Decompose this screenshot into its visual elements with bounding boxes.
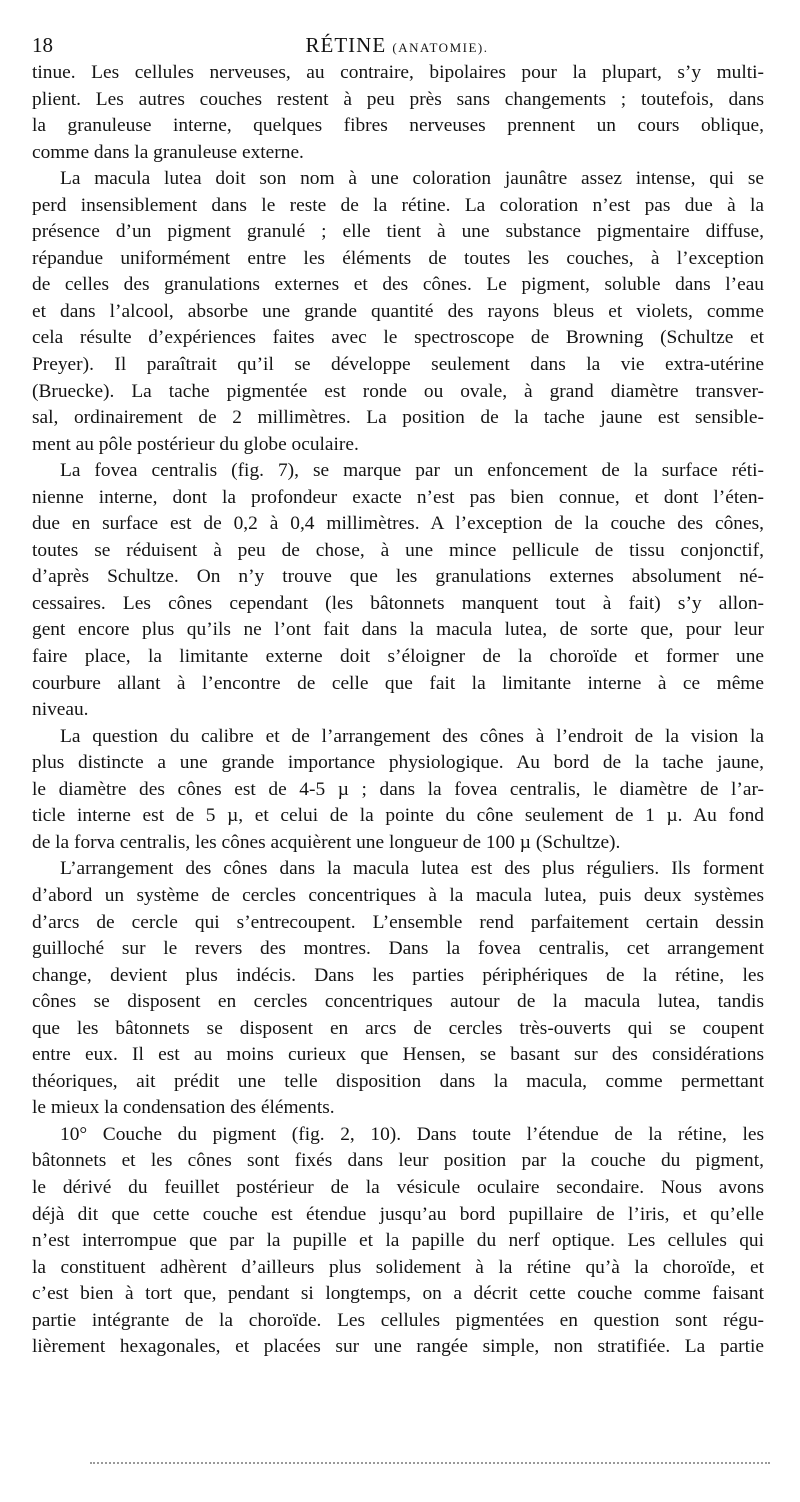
text-line: cela résulte d’expériences faites avec le spectroscope de Browning (Schultze et (32, 327, 764, 349)
running-title (32, 30, 762, 63)
text-line: Preyer). Il paraîtrait qu’il se développe seulement dans la vie extra-utérine (32, 354, 764, 376)
text-line: (Bruecke). La tache pigmentée est ronde ou ovale, à grand diamètre transver- (32, 380, 764, 402)
text-line: gent encore plus qu’ils ne l’ont fait dans la macula lutea, de sorte que, pour leur (32, 619, 764, 641)
text-line: et dans l’alcool, absorbe une grande quantité des rayons bleus et violets, comme (32, 300, 764, 322)
text-line: d’abord un système de cercles concentriques à la macula lutea, puis deux systèmes (32, 884, 764, 906)
text-line: c’est bien à tort que, pendant si longtemps, on a décrit cette couche comme faisant (32, 1283, 764, 1305)
text-line: ticle interne est de 5 µ, et celui de la pointe du cône seulement de 1 µ. Au fond (32, 805, 764, 827)
text-line: déjà dit que cette couche est étendue jusqu’au bord pupillaire de l’iris, et qu’elle (32, 1203, 764, 1225)
text-line: la constituent adhèrent d’ailleurs plus solidement à la rétine qu’à la choroïde, et (32, 1256, 764, 1278)
text-line: cessaires. Les cônes cependant (les bâtonnets manquent tout à fait) s’y allon- (32, 592, 764, 614)
text-line: sal, ordinairement de 2 millimètres. La position de la tache jaune est sensible- (32, 407, 764, 429)
page-header (32, 30, 762, 60)
text-line: le mieux la condensation des éléments. (32, 1097, 335, 1119)
text-line: change, devient plus indécis. Dans les parties périphériques de la rétine, les (32, 964, 764, 986)
text-line: courbure allant à l’encontre de celle que fait la limitante interne à ce même (32, 672, 764, 694)
text-line: 10° Couche du pigment (fig. 2, 10). Dans toute l’étendue de la rétine, les (60, 1123, 764, 1145)
text-line: niveau. (32, 699, 89, 721)
text-line: La macula lutea doit son nom à une coloration jaunâtre assez intense, qui se (60, 168, 764, 190)
text-line: plus distincte a une grande importance physiologique. Au bord de la tache jaune, (32, 752, 764, 774)
text-line: toutes se réduisent à peu de chose, à une mince pellicule de tissu conjonctif, (32, 539, 764, 561)
running-title-subtitle: (ANATOMIE). (392, 40, 489, 55)
text-line: n’est interrompue que par la pupille et la papille du nerf optique. Les cellules qui (32, 1230, 764, 1252)
text-line: le diamètre des cônes est de 4-5 µ ; dans la fovea centralis, le diamètre de l’ar- (32, 778, 764, 800)
text-line: plient. Les autres couches restent à peu près sans changements ; toutefois, dans (32, 88, 764, 110)
text-line: entre eux. Il est au moins curieux que Hensen, se basant sur des considérations (32, 1044, 764, 1066)
text-line: le dérivé du feuillet postérieur de la vésicule oculaire secondaire. Nous avons (32, 1176, 764, 1198)
text-line: nienne interne, dont la profondeur exacte n’est pas bien connue, et dont l’éten- (32, 486, 764, 508)
text-line: lièrement hexagonales, et placées sur une rangée simple, non stratifiée. La partie (32, 1336, 764, 1358)
running-title-main: RÉTINE (305, 33, 387, 57)
text-line: due en surface est de 0,2 à 0,4 millimètres. A l’exception de la couche des cônes, (32, 513, 764, 535)
text-line: bâtonnets et les cônes sont fixés dans leur position par la couche du pigment, (32, 1150, 764, 1172)
text-line: L’arrangement des cônes dans la macula lutea est des plus réguliers. Ils forment (60, 858, 764, 880)
bottom-dotted-rule (90, 1462, 770, 1464)
text-line: théoriques, ait prédit une telle disposition dans la macula, comme permettant (32, 1070, 764, 1092)
body-text (32, 60, 764, 1361)
text-line: la granuleuse interne, quelques fibres nerveuses prennent un cours oblique, (32, 115, 764, 137)
text-line: comme dans la granuleuse externe. (32, 141, 304, 163)
text-line: que les bâtonnets se disposent en arcs de cercles très-ouverts qui se coupent (32, 1017, 764, 1039)
text-line: tinue. Les cellules nerveuses, au contraire, bipolaires pour la plupart, s’y multi- (32, 62, 764, 83)
text-line: d’arcs de cercle qui s’entrecoupent. L’ensemble rend parfaitement certain dessin (32, 911, 764, 933)
text-line: de la forva centralis, les cônes acquièrent une longueur de 100 µ (Schultze). (32, 831, 621, 853)
text-line: partie intégrante de la choroïde. Les cellules pigmentées en question sont régu- (32, 1309, 764, 1331)
page-number: 18 (32, 33, 53, 57)
text-line: La question du calibre et de l’arrangement des cônes à l’endroit de la vision la (60, 725, 764, 747)
text-line: présence d’un pigment granulé ; elle tient à une substance pigmentaire diffuse, (32, 221, 764, 243)
text-line: cônes se disposent en cercles concentriques autour de la macula lutea, tandis (32, 991, 764, 1013)
text-line: ment au pôle postérieur du globe oculaire. (32, 433, 359, 455)
text-line: perd insensiblement dans le reste de la rétine. La coloration n’est pas due à la (32, 194, 764, 216)
text-line: La fovea centralis (fig. 7), se marque par un enfoncement de la surface réti- (60, 460, 764, 482)
text-line: d’après Schultze. On n’y trouve que les granulations externes absolument né- (32, 566, 764, 588)
text-line: de celles des granulations externes et des cônes. Le pigment, soluble dans l’eau (32, 274, 764, 296)
text-line: faire place, la limitante externe doit s’éloigner de la choroïde et former une (32, 646, 764, 668)
text-line: guilloché sur le revers des montres. Dans la fovea centralis, cet arrangement (32, 938, 764, 960)
text-line: répandue uniformément entre les éléments de toutes les couches, à l’exception (32, 247, 764, 269)
